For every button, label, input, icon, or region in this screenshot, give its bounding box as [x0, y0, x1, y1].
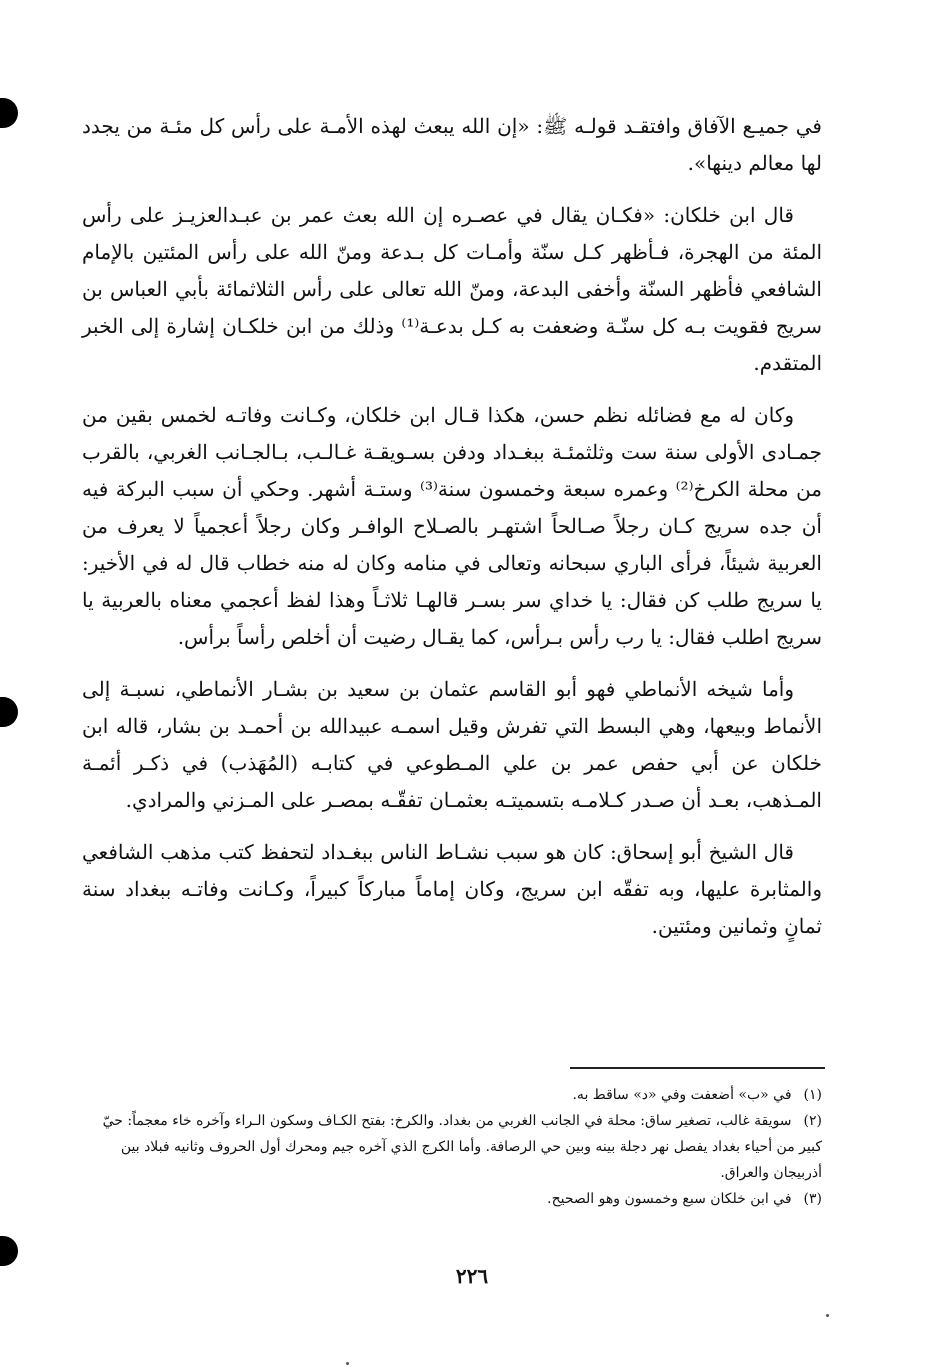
footnote-text: في «ب» أضعفت وفي «د» ساقط به. — [572, 1087, 792, 1103]
scan-speck — [346, 1362, 349, 1365]
footnote-number: (١) — [803, 1087, 822, 1103]
main-text — [82, 108, 822, 960]
footnote-text: سويقة غالب، تصغير ساق: محلة في الجانب الغربي من بغداد. والكرخ: بفتح الكـاف وسكون الـراء وآخره خاء معجماً: حيّ كبير من أحياء بغداد يفصل نهر دجلة بينه وبين حي الرصافة. وأما الكرج الذي آخره جيم ومحرك أول الحروف وثانيه فبلاد بين أذربيجان والعراق. — [102, 1113, 822, 1181]
footnote-2 — [82, 1108, 822, 1186]
footnote-number: (٣) — [803, 1191, 822, 1207]
binder-hole-bottom — [0, 1236, 18, 1266]
footnote-text: في ابن خلكان سبع وخمسون وهو الصحيح. — [547, 1191, 792, 1207]
footnote-number: (٢) — [803, 1113, 822, 1129]
binder-hole-middle — [0, 697, 18, 727]
footnote-separator — [570, 1067, 825, 1069]
paragraph-1: في جميـع الآفاق وافتقـد قولـه ﷺ: «إن الله يبعث لهذه الأمـة على رأس كل مئـة من يجدد لها معالم دينها». — [82, 114, 822, 175]
footnote-1 — [82, 1082, 822, 1108]
footnotes — [82, 1082, 822, 1212]
binder-hole-top — [0, 98, 18, 128]
paragraph-2: قال ابن خلكان: «فكـان يقال في عصـره إن الله بعث عمر بن عبـدالعزيـز على رأس المئة من الهجرة، فـأظهر كـل سنّة وأمـات كل بـدعة ومنّ الله على رأس المئتين بالإمام الشافعي فأظهر السنّة وأخفى البدعة، ومنّ الله تعالى على رأس الثلاثمائة بأبي العباس بن سريج فقويت بـه كل سنّـة وضعفت به كـل بدعـة⁽¹⁾ وذلك من ابن خلكـان إشارة إلى الخبر المتقدم. — [82, 203, 822, 375]
scan-speck — [826, 1314, 829, 1317]
paragraph-5: قال الشيخ أبو إسحاق: كان هو سبب نشـاط الناس ببغـداد لتحفظ كتب مذهب الشافعي والمثابرة عليها، وبه تفقّه ابن سريج، وكان إماماً مباركاً كبيراً، وكـانت وفاتـه ببغداد سنة ثمانٍ وثمانين ومئتين. — [82, 840, 822, 938]
paragraph-3: وكان له مع فضائله نظم حسن، هكذا قـال ابن خلكان، وكـانت وفاتـه لخمس بقين من جمـادى الأولى سنة ست وثلثمئـة ببغـداد ودفن بسـويقـة غـالـب، بـالجـانب الغربي، بالقرب من محلة الكرخ⁽²⁾ وعمره سبعة وخمسون سنة⁽³⁾ وستـة أشهر. وحكي أن سبب البركة فيه أن جده سريج كـان رجلاً صـالحاً اشتهـر بالصـلاح الوافـر وكان رجلاً أعجمياً لا يعرف من العربية شيئاً، فرأى الباري سبحانه وتعالى في منامه وكان له منه خطاب قال له في الأخير: يا سريج طلب كن فقال: يا خداي سر بسـر قالهـا ثلاثـاً وهذا لفظ أعجمي معناه بالعربية يا سريج اطلب فقال: يا رب رأس بـرأس، كما يقـال رضيت أن أخلص رأساً برأس. — [82, 403, 823, 649]
page-number: ٢٢٦ — [455, 1264, 489, 1288]
paragraph-4: وأما شيخه الأنماطي فهو أبو القاسم عثمان بن سعيد بن بشـار الأنماطي، نسبـة إلى الأنماط وبيعها، وهي البسط التي تفرش وقيل اسمـه عبيدالله بن أحمـد بن بشار، قاله ابن خلكان عن أبي حفص عمر بن علي المـطوعي في كتابـه (المُهَذب) في ذكـر أئمـة المـذهب، بعـد أن صـدر كـلامـه بتسميتـه بعثمـان تفقّـه بمصـر على المـزني والمرادي. — [82, 677, 822, 812]
footnote-3 — [82, 1186, 822, 1212]
